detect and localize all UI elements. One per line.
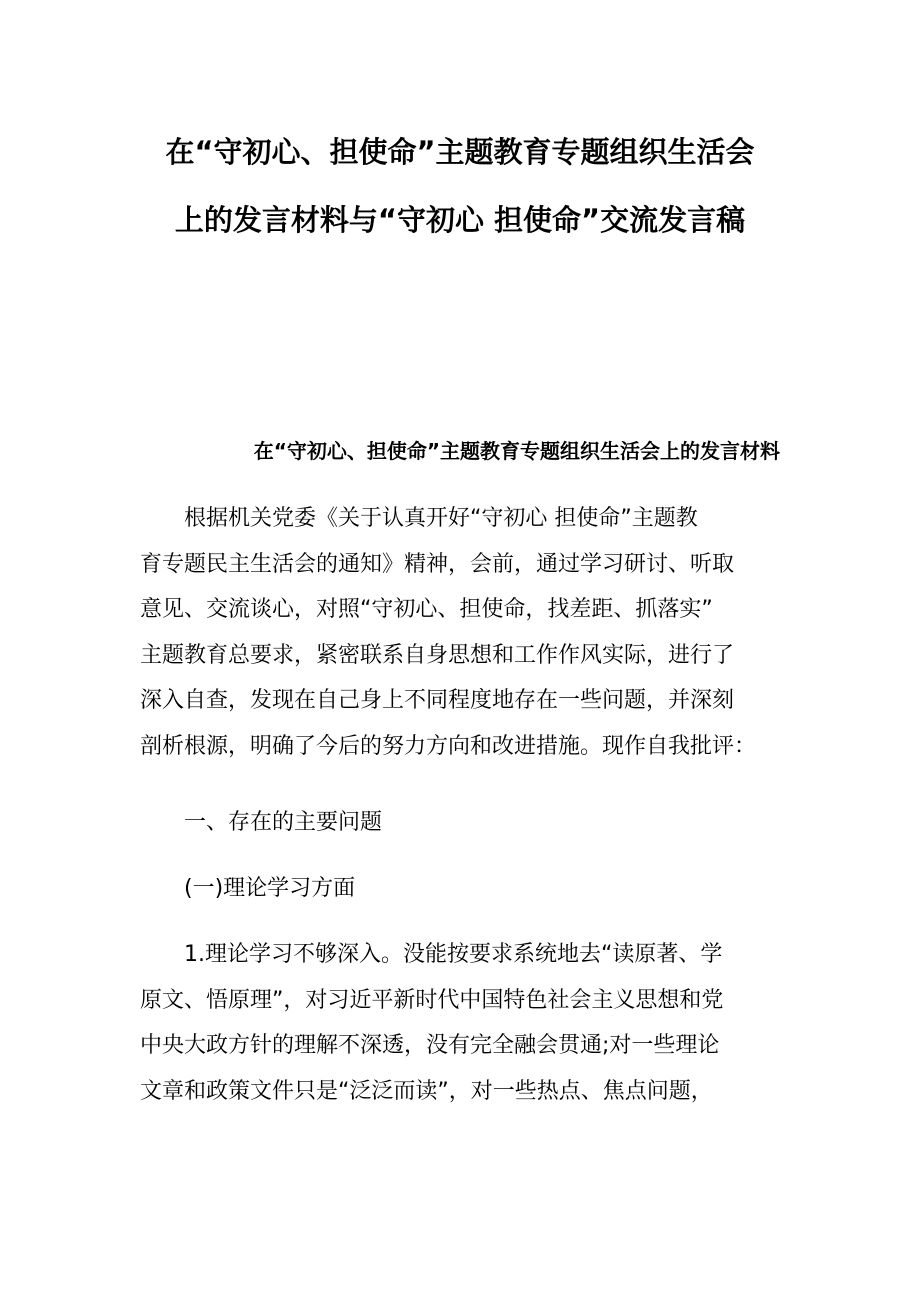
document-title	[110, 118, 810, 254]
paragraph-theory-study	[140, 932, 785, 1114]
title-line-1: 在“守初心、担使命”主题教育专题组织生活会	[165, 135, 755, 169]
heading-main-problems	[140, 800, 785, 846]
paragraph-line: 文章和政策文件只是“泛泛而读”，对一些热点、焦点问题，	[140, 1078, 713, 1104]
heading-theory-study	[140, 866, 785, 912]
paragraph-line: 主题教育总要求，紧密联系自身思想和工作作风实际，进行了	[140, 642, 735, 668]
heading-text: 一、存在的主要问题	[184, 810, 383, 835]
paragraph-line: 深入自查，发现在自己身上不同程度地存在一些问题，并深刻	[140, 688, 735, 713]
paragraph-line: 意见、交流谈心，对照“守初心、担使命，找差距、抓落实”	[140, 597, 713, 622]
paragraph-line: 中央大政方针的理解不深透，没有完全融会贯通;对一些理论	[140, 1033, 720, 1058]
paragraph-line: 原文、悟原理”，对习近平新时代中国特色社会主义思想和党	[140, 987, 724, 1013]
paragraph-line: 1.理论学习不够深入。没能按要求系统地去“读原著、学	[184, 942, 723, 967]
section-title: 在“守初心、担使命”主题教育专题组织生活会上的发言材料	[253, 439, 780, 463]
paragraph-line: 育专题民主生活会的通知》精神，会前，通过学习研讨、听取	[140, 551, 735, 577]
heading-text: (一)理论学习方面	[184, 876, 356, 901]
paragraph-line: 剖析根源，明确了今后的努力方向和改进措施。现作自我批评：	[140, 733, 757, 759]
paragraph-intro	[140, 496, 785, 769]
title-line-2: 上的发言材料与“守初心 担使命”交流发言稿	[174, 203, 746, 237]
paragraph-line: 根据机关党委《关于认真开好“守初心 担使命”主题教	[184, 506, 698, 531]
